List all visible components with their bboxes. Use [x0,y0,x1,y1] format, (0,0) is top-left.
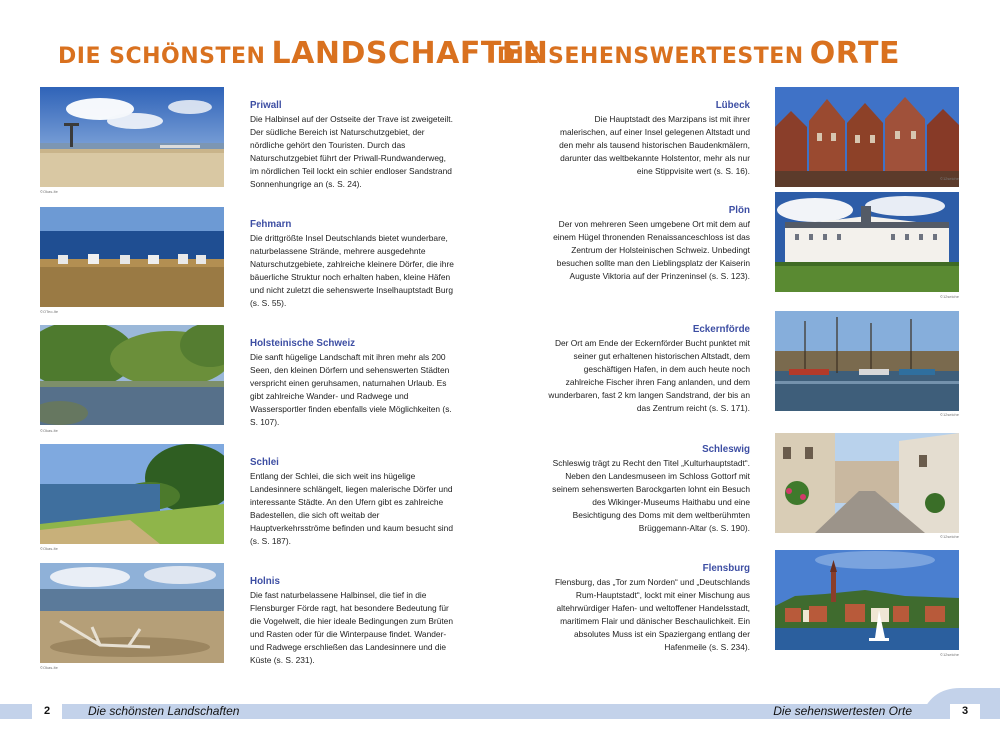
photo-luebeck [775,87,959,187]
left-footer-title: Die schönsten Landschaften [88,704,240,718]
right-page-title [497,36,900,71]
credit-flensburg: ©12seiche [940,652,959,657]
entry-eckernfoerde [545,323,750,416]
credit-eckernfoerde: ©12seiche [940,412,959,417]
entry-text: Flensburg, das „Tor zum Norden“ und „Deutschlands Rum-Hauptstadt“, lockt mit einer Mischung aus altehrwürdiger Hafen- und weltoffener Handelsstadt, maritimem Flair und dänischer Beschaulichkeit. Ein absolutes Muss ist ein Spaziergang entlang der Hafenmeile (s. S. 234). [554,577,750,653]
entry-heading: Fehmarn [250,219,292,230]
entry-schleswig [545,443,750,536]
photo-fehmarn [40,207,224,307]
photo-holsteinische-schweiz [40,325,224,425]
right-footer-title: Die sehenswertesten Orte [773,704,912,718]
entry-priwall [250,99,455,192]
entry-luebeck [545,99,750,178]
entry-flensburg [545,562,750,655]
entry-heading: Schlei [250,457,279,468]
entry-ploen [545,204,750,283]
entry-text: Schleswig trägt zu Recht den Titel „Kulturhauptstadt“. Neben den Landesmuseen im Schloss Gottorf mit seinem sehenswerten Barockgarten lohnt ein Besuch des Wikinger-Museums Haithabu und eine Besichtigung des Doms mit dem weltberühmten Brüggemann-Altar (s. S. 190). [552,458,750,534]
photo-priwall [40,87,224,187]
entry-text: Die Hauptstadt des Marzipans ist mit ihrer malerischen, auf einer Insel gelegenen Altstadt und den mehr als tausend historischen Baudenkmälern, darunter das weltbekannte Holstentor, mehr als nur eine Stippvisite wert (s. S. 16). [559,114,750,177]
entry-text: Der von mehreren Seen umgebene Ort mit dem auf einem Hügel thronenden Renaissanceschloss ist das Zentrum der Holsteinischen Schweiz. Unbedingt besuchen sollte man den Lieblingsplatz der Kaiserin Auguste Viktoria auf der Prinzeninsel (s. S. 123). [553,219,750,282]
left-title-small: DIE SCHÖNSTEN [58,44,266,69]
right-page-number: 3 [950,704,980,719]
entry-heading: Schleswig [702,444,750,455]
entry-text: Die Halbinsel auf der Ostseite der Trave ist zweigeteilt. Der südliche Bereich ist Naturschutzgebiet, der nördliche gehört den Touristen. Durch das Naturschutzgebiet führt der Priwall-Rundwanderweg, im nördlichen Teil lockt ein schier endloser Sandstrand Sonnenhungrige an (s. S. 24). [250,114,453,190]
entry-text: Entlang der Schlei, die sich weit ins hügelige Landesinnere schlängelt, liegen malerische Dörfer und interessante Städte. An den Ufern gibt es zahlreiche Badestellen, die sich oft weitab der Hauptverkehrsströme befinden und kaum besucht sind (s. S. 187). [250,471,453,547]
entry-text: Die drittgrößte Insel Deutschlands bietet wunderbare, naturbelassene Strände, mehrere ausgedehnte Naturschutzgebiete, zahlreiche kleinere Dörfer, die ihre bäuerliche Struktur noch erhalten haben, kleine Häfen und nicht zuletzt die sehenswerte Inselhauptstadt Burg (s. S. 55). [250,233,454,309]
left-footer-band [0,704,500,719]
photo-schlei [40,444,224,544]
entry-heading: Holsteinische Schweiz [250,338,356,349]
entry-heading: Holnis [250,576,280,587]
entry-holsteinische-schweiz [250,337,455,430]
credit-priwall: ©Okas-lte [40,189,58,194]
left-page-number: 2 [32,704,62,719]
credit-luebeck: ©12seiche [940,176,959,181]
entry-heading: Priwall [250,100,282,111]
credit-holnis: ©Okas-lte [40,665,58,670]
entry-text: Die sanft hügelige Landschaft mit ihren mehr als 200 Seen, den kleinen Dörfern und sehenswerten Städten verspricht einen geruhsamen, naturnahen Urlaub. Es gibt zahlreiche Wander- und Radwege und Wassersportler finden ebenfalls viele Möglichkeiten (s. S. 107). [250,352,452,428]
photo-holnis [40,563,224,663]
entry-heading: Plön [728,205,750,216]
credit-holsteinische-schweiz: ©Okas-lte [40,428,58,433]
entry-text: Der Ort am Ende der Eckernförder Bucht punktet mit seiner gut erhaltenen historischen Altstadt, dem geschäftigen Hafen, in dem auch heute noch zahlreiche Fischer ihren Fang anlanden, und dem wunderbaren, fast 2 km langen Sandstrand, der bis an das Zentrum reicht (s. S. 171). [548,338,750,414]
credit-ploen: ©12seiche [940,294,959,299]
photo-ploen [775,192,959,292]
entry-holnis [250,575,455,668]
left-page-title [58,36,548,71]
entry-schlei [250,456,455,549]
credit-schleswig: ©12seiche [940,534,959,539]
entry-text: Die fast naturbelassene Halbinsel, die tief in die Flensburger Förde ragt, hat besondere Bedeutung für die Vogelwelt, die hier ideale Bedingungen zum Brüten und Rasten oder für die Winterpause findet. Wander- und Radwege erschließen das Landesinnere und die Küste (s. S. 231). [250,590,453,666]
left-title-large: LANDSCHAFTEN [271,36,549,71]
entry-heading: Lübeck [715,100,750,111]
credit-schlei: ©Okas-lte [40,546,58,551]
photo-eckernfoerde [775,311,959,411]
entry-fehmarn [250,218,455,311]
right-title-large: ORTE [809,36,900,71]
photo-schleswig [775,433,959,533]
photo-flensburg [775,550,959,650]
right-title-small: DIE SEHENSWERTESTEN [496,44,804,69]
entry-heading: Eckernförde [692,324,750,335]
credit-fehmarn: ©OTeo-lte [40,309,59,314]
entry-heading: Flensburg [702,563,750,574]
